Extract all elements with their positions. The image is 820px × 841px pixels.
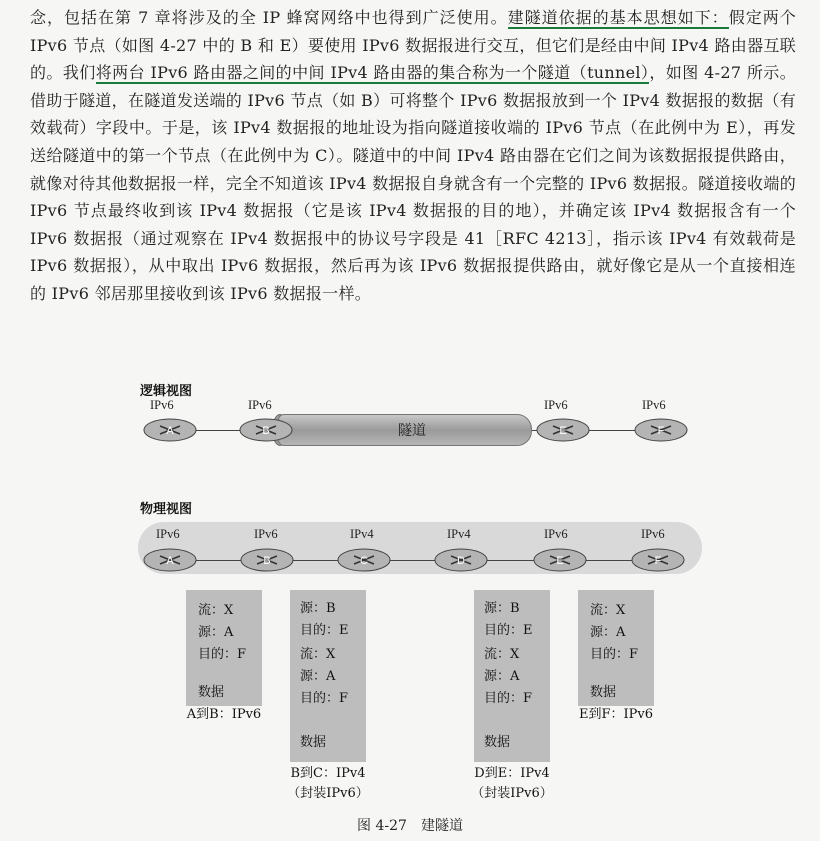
packet-data: 数据	[590, 685, 617, 700]
packet-field: 流：X	[300, 647, 336, 662]
packet-data: 数据	[300, 735, 327, 750]
figure-caption: 图 4-27 建隧道	[357, 818, 463, 834]
node-type-label: IPv6	[150, 398, 174, 412]
packet-field: 源：A	[484, 669, 520, 684]
node-type-label: IPv6	[641, 527, 665, 541]
router-icon	[630, 547, 686, 573]
packet-a-to-b	[186, 590, 262, 706]
router-name: A	[166, 425, 174, 437]
node-type-label: IPv6	[642, 398, 666, 412]
router-name: F	[654, 555, 662, 567]
physical-view-title: 物理视图	[140, 502, 193, 517]
router-icon	[532, 547, 588, 573]
router-icon	[239, 547, 295, 573]
packet-field: 源：B	[484, 601, 520, 616]
packet-field: 目的：F	[484, 691, 533, 706]
packet-caption: B到C：IPv4	[290, 766, 366, 781]
router-icon	[142, 547, 198, 573]
packet-field: 目的：F	[300, 691, 349, 706]
packet-field: 流：X	[198, 603, 234, 618]
packet-field: 源：A	[300, 669, 336, 684]
router-icon	[633, 417, 689, 443]
packet-caption: D到E：IPv4	[474, 766, 550, 781]
packet-field: 流：X	[484, 647, 520, 662]
packet-field: 目的：F	[198, 647, 247, 662]
router-icon	[142, 417, 198, 443]
packet-b-to-c	[290, 590, 366, 762]
packet-data: 数据	[484, 735, 511, 750]
router-icon	[433, 547, 489, 573]
underlined-text: 将两台 IPv6 路由器之间的中间 IPv4 路由器的集合称为一个隧道（tunnel）	[95, 63, 650, 83]
router-icon	[535, 417, 591, 443]
node-type-label: IPv6	[156, 527, 180, 541]
node-type-label: IPv6	[254, 527, 278, 541]
node-type-label: IPv4	[447, 527, 471, 541]
text-run: 假定两个 IPv6 节点（如图 4-27 中的 B 和 E）要使用 IPv6 数据报进行交互，但它们是经由中间 IPv4 路由器互联的。我们	[30, 8, 796, 83]
node-type-label: IPv6	[544, 398, 568, 412]
packet-caption: （封装IPv6）	[471, 786, 553, 801]
router-name: B	[262, 425, 270, 437]
text-run: ，如图 4-27 所示。借助于隧道，在隧道发送端的 IPv6 节点（如 B）可将整个 IPv6 数据报放到一个 IPv4 数据报的数据（有效载荷）字段中。于是，该 IPv4 数据报的地址设为指向隧道接收端的 IPv6 节点（在此例中为 E），再发送给隧道中的第一个节点（在此例中为 C）。隧道中的中间 IPv4 路由器在它们之间为该数据报提供路由，就像对待其他数据报一样，完全不知道该 IPv4 数据报自身就含有一个完整的 IPv6 数据报。隧道接收端的 IPv6 节点最终收到该 IPv4 数据报（它是该 IPv4 数据报的目的地），并确定该 IPv4 数据报含有一个 IPv6 数据报（通过观察在 IPv4 数据报中的协议号字段是 41［RFC 4213］，指示该 IPv4 有效载荷是 IPv6 数据报），从中取出 IPv6 数据报，然后再为该 IPv6 数据报提供路由，就好像它是从一个直接相连的 IPv6 邻居那里接收到该 IPv6 数据报一样。	[30, 63, 796, 303]
packet-caption: E到F：IPv6	[578, 707, 653, 722]
router-name: E	[556, 555, 564, 567]
router-name: A	[166, 555, 174, 567]
router-name: F	[657, 425, 665, 437]
router-name: E	[559, 425, 567, 437]
packet-d-to-e	[474, 590, 550, 762]
packet-field: 流：X	[590, 603, 626, 618]
tunnel-label: 隧道	[398, 423, 426, 439]
router-name: D	[457, 555, 465, 567]
text-run: 念，包括在第 7 章将涉及的全 IP 蜂窝网络中也得到广泛使用。	[30, 8, 508, 27]
physical-network-band	[138, 522, 702, 574]
node-type-label: IPv4	[350, 527, 374, 541]
node-type-label: IPv6	[544, 527, 568, 541]
packet-field: 目的：E	[300, 623, 349, 638]
router-name: B	[263, 555, 271, 567]
packet-caption: （封装IPv6）	[287, 786, 369, 801]
router-icon	[336, 547, 392, 573]
node-type-label: IPv6	[248, 398, 272, 412]
packet-caption: A到B：IPv6	[186, 707, 262, 722]
packet-field: 源：A	[198, 625, 234, 640]
packet-field: 目的：E	[484, 623, 533, 638]
packet-e-to-f	[578, 590, 654, 706]
packet-field: 目的：F	[590, 647, 639, 662]
router-name: C	[360, 555, 368, 567]
packet-data: 数据	[198, 685, 225, 700]
router-icon	[238, 417, 294, 443]
packet-field: 源：A	[590, 625, 626, 640]
body-paragraph	[30, 4, 796, 308]
underlined-text: 建隧道依据的基本思想如下：	[507, 8, 729, 27]
packet-field: 源：B	[300, 601, 336, 616]
logical-view-title: 逻辑视图	[140, 384, 193, 399]
